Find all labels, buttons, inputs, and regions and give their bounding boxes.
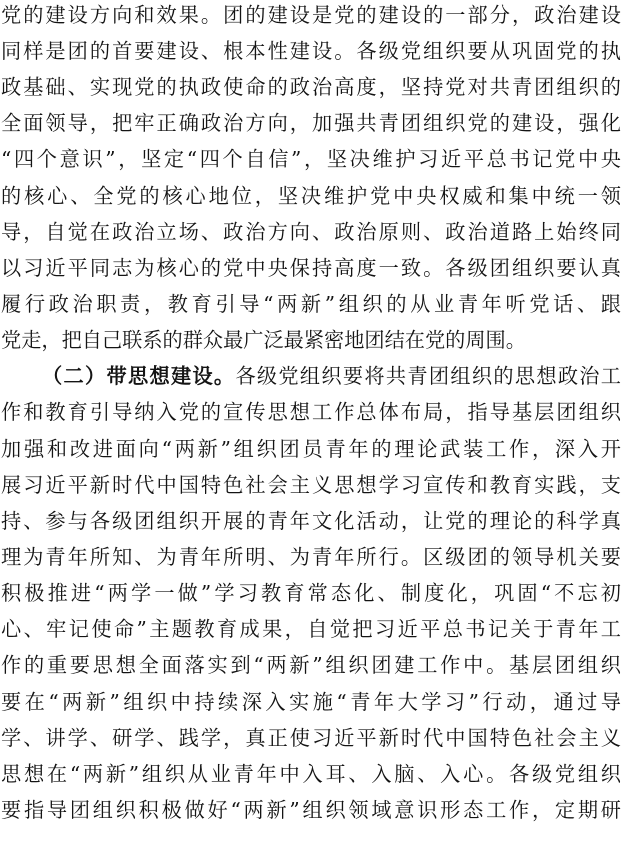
section-first-line: [0, 358, 623, 394]
paragraph-line: 党的建设方向和效果。团的建设是党的建设的一部分，政治建设: [1, 3, 621, 27]
paragraph-line: 党走，把自己联系的群众最广泛最紧密地团结在党的周围。: [1, 328, 526, 352]
paragraph-line: 积极推进“两学一做”学习教育常态化、制度化，巩固“不忘初: [1, 581, 621, 605]
paragraph-line: “四个意识”，坚定“四个自信”，坚决维护习近平总书记党中央: [1, 147, 621, 171]
section-heading: （二）带思想建设。: [42, 364, 236, 388]
paragraph-text: 各级党组织要将共青团组织的思想政治工: [235, 364, 621, 388]
paragraph-line: 政基础、实现党的执政使命的政治高度，坚持党对共青团组织的: [1, 75, 621, 99]
paragraph-line: 加强和改进面向“两新”组织团员青年的理论武装工作，深入开: [1, 437, 621, 461]
paragraph-line: 以习近平同志为核心的党中央保持高度一致。各级团组织要认真: [1, 256, 621, 280]
paragraph-line: 思想在“两新”组织从业青年中入耳、入脑、入心。各级党组织: [1, 762, 621, 786]
paragraph-line: 心、牢记使命”主题教育成果，自觉把习近平总书记关于青年工: [1, 617, 621, 641]
paragraph-line: 持、参与各级团组织开展的青年文化活动，让党的理论的科学真: [1, 509, 621, 533]
paragraph-line: 学、讲学、研学、践学，真正使习近平新时代中国特色社会主义: [1, 726, 621, 750]
paragraph-line: 的核心、全党的核心地位，坚决维护党中央权威和集中统一领: [1, 184, 621, 208]
paragraph-line: 作的重要思想全面落实到“两新”组织团建工作中。基层团组织: [1, 653, 621, 677]
paragraph-line: 全面领导，把牢正确政治方向，加强共青团组织党的建设，强化: [1, 111, 621, 135]
paragraph-line: 要在“两新”组织中持续深入实施“青年大学习”行动，通过导: [1, 690, 621, 714]
paragraph-line: 履行政治职责，教育引导“两新”组织的从业青年听党话、跟: [1, 292, 621, 316]
paragraph-line: 导，自觉在政治立场、政治方向、政治原则、政治道路上始终同: [1, 220, 621, 244]
paragraph-line: 展习近平新时代中国特色社会主义思想学习宣传和教育实践，支: [1, 473, 621, 497]
paragraph-line: 理为青年所知、为青年所明、为青年所行。区级团的领导机关要: [1, 545, 621, 569]
paragraph-line: 要指导团组织积极做好“两新”组织领域意识形态工作，定期研: [1, 798, 621, 822]
paragraph-line: 同样是团的首要建设、根本性建设。各级党组织要从巩固党的执: [1, 39, 621, 63]
paragraph-line: 作和教育引导纳入党的宣传思想工作总体布局，指导基层团组织: [1, 400, 621, 424]
